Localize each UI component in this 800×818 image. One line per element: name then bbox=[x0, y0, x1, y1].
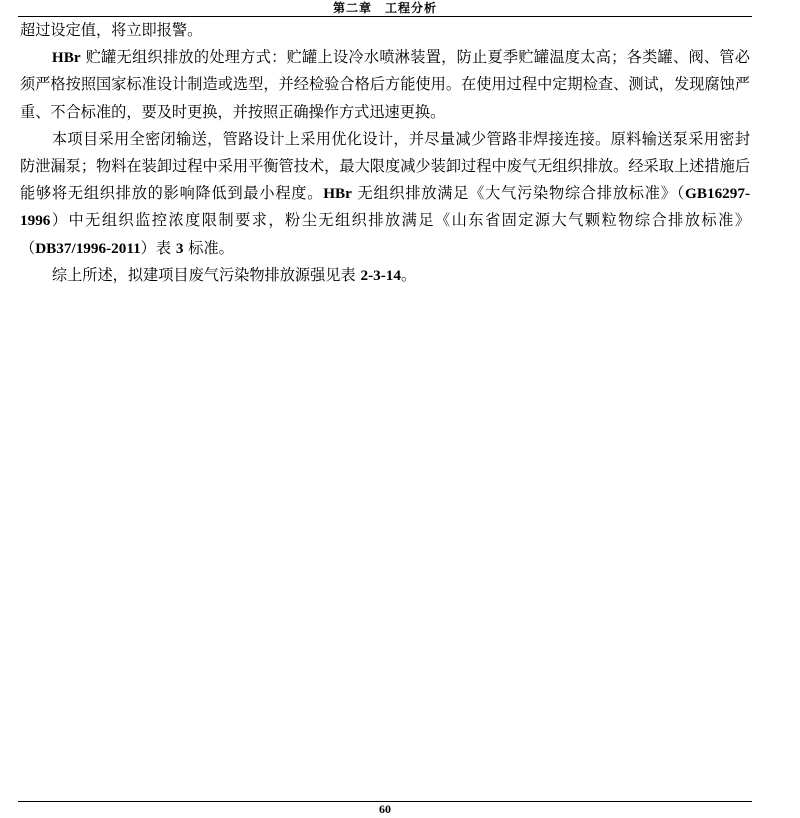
paragraph-2-text-b: 无组织排放满足《大气污染物综合排放标准》（ bbox=[351, 184, 686, 203]
standard-code: DB37/1996-2011 bbox=[35, 239, 141, 257]
standard-code: GB16297-1996 bbox=[20, 185, 751, 230]
paragraph-0 bbox=[20, 17, 750, 44]
paragraph-3-text: 综上所述，拟建项目废气污染物排放源强见表 bbox=[51, 265, 361, 284]
table-reference: 2-3-14 bbox=[360, 266, 401, 284]
paragraph-2 bbox=[20, 126, 750, 262]
paragraph-2-text-c: ）中无组织监控浓度限制要求，粉尘无组织排放满足《山东省固定源大气颗粒物综合排放标准》（ bbox=[20, 211, 750, 257]
paragraph-1-text: 贮罐无组织排放的处理方式：贮罐上设冷水喷淋装置，防止夏季贮罐温度太高；各类罐、阀、管必须严格按照国家标准设计制造或选型，并经检验合格后方能使用。在使用过程中定期检查、测试，发现腐蚀严重、不合标准的，要及时更换，并按照正确操作方式迅速更换。 bbox=[20, 48, 750, 121]
chemical-formula: HBr bbox=[51, 49, 81, 67]
page-header-title: 第二章 工程分析 bbox=[332, 1, 437, 15]
document-body bbox=[20, 17, 750, 289]
paragraph-3 bbox=[20, 262, 750, 289]
chemical-formula: HBr bbox=[323, 185, 352, 203]
page-number: 60 bbox=[379, 802, 391, 816]
table-number: 3 bbox=[175, 239, 184, 257]
paragraph-0-text: 超过设定值，将立即报警。 bbox=[20, 21, 203, 39]
paragraph-2-text-d: ）表 bbox=[140, 238, 176, 257]
paragraph-1 bbox=[20, 44, 750, 126]
paragraph-2-text-a: 本项目采用全密闭输送，管路设计上采用优化设计，并尽量减少管路非焊接连接。原料输送泵采用密封防泄漏泵；物料在装卸过程中采用平衡管技术，最大限度减少装卸过程中废气无组织排放。经采取上述措施后能够将无组织排放的影响降低到最小程度。 bbox=[20, 129, 750, 203]
paragraph-2-text-e: 标准。 bbox=[183, 238, 234, 257]
paragraph-3-end: 。 bbox=[400, 265, 417, 284]
